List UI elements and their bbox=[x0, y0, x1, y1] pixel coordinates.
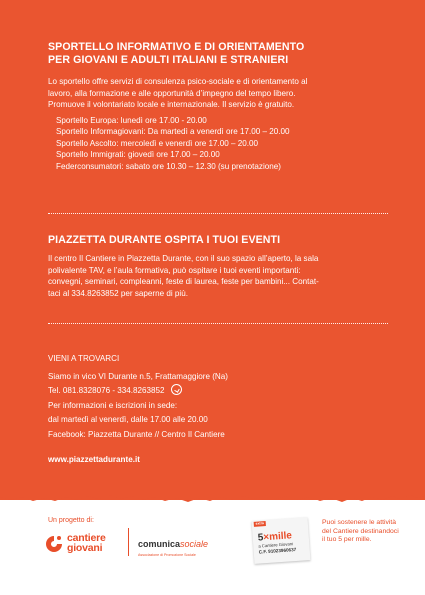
sportello-text-line: Lo sportello offre servizi di consulenza psico-sociale e di orientamento al bbox=[48, 77, 308, 86]
card-cf: C.F. 91023960637 bbox=[258, 546, 297, 555]
cantiere-giovani-logo[interactable] bbox=[44, 529, 124, 557]
piazzetta-text-line: Il centro Il Cantiere in Piazzetta Durante, con il suo spazio all’aperto, la sala bbox=[48, 254, 319, 263]
contact-phone: Tel. 081.8328076 - 334.8263852 bbox=[48, 386, 165, 396]
schedule-item: Federconsumatori: sabato ore 10.30 – 12.30 (su prenotazione) bbox=[56, 161, 281, 171]
dotted-divider bbox=[48, 323, 388, 324]
logo-sociale-text: sociale bbox=[180, 539, 209, 549]
piazzetta-text-line: polivalente TAV, e l’aula formativa, può ospitare i tuoi eventi importanti: bbox=[48, 265, 301, 275]
sportello-text-line: Promuove il volontariato locale e internazionale. Il servizio è gratuito. bbox=[48, 100, 295, 110]
contact-hours: dal martedì al venerdì, dalle 17.00 alle 20.00 bbox=[48, 415, 208, 425]
card-mille: ×mille bbox=[262, 530, 293, 544]
contact-section bbox=[48, 352, 388, 467]
website-link[interactable]: www.piazzettadurante.it bbox=[48, 454, 140, 464]
section-sportello bbox=[48, 41, 388, 172]
schedule-item: Sportello Immigrati: giovedì ore 17.00 – 20.00 bbox=[56, 150, 220, 160]
logo-subtitle: Associazione di Promozione Sociale bbox=[138, 553, 196, 557]
cantiere-swirl-icon bbox=[44, 534, 64, 554]
support-text: Puoi sostenere le attività del Cantiere destinandoci il tuo 5 per mille. bbox=[322, 519, 399, 544]
piazzetta-title: PIAZZETTA DURANTE OSPITA I TUOI EVENTI bbox=[48, 234, 281, 246]
whatsapp-icon bbox=[171, 384, 182, 395]
contact-info: Per informazioni e iscrizioni in sede: bbox=[48, 400, 178, 410]
sportello-text-line: lavoro, alla formazione e alle opportunità d’impegno del tempo libero. bbox=[48, 88, 296, 98]
card-tag: extra bbox=[255, 521, 265, 526]
section-piazzetta bbox=[48, 234, 388, 299]
sportello-title-line1: SPORTELLO INFORMATIVO E DI ORIENTAMENTO bbox=[48, 41, 305, 53]
piazzetta-text-line: taci al 334.8263852 per saperne di più. bbox=[48, 288, 188, 298]
schedule-item: Sportello Informagiovani: Da martedì a venerdì ore 17.00 – 20.00 bbox=[56, 127, 290, 137]
card-line: a Cantiere Giovani bbox=[258, 541, 294, 549]
logo-separator bbox=[128, 528, 129, 556]
comunica-sociale-logo[interactable] bbox=[138, 534, 208, 557]
project-label: Un progetto di: bbox=[48, 517, 94, 524]
schedule-list bbox=[56, 115, 388, 173]
contact-facebook: Facebook: Piazzetta Durante // Centro Il Cantiere bbox=[48, 429, 225, 439]
logo-cantiere-text: cantiere bbox=[67, 532, 106, 544]
schedule-item: Sportello Europa: lunedì ore 17.00 - 20.00 bbox=[56, 115, 207, 125]
sportello-title-line2: PER GIOVANI E ADULTI ITALIANI E STRANIERI bbox=[48, 54, 289, 66]
five-per-mille-card bbox=[252, 517, 311, 564]
contact-address: Siamo in vico VI Durante n.5, Frattamaggiore (Na) bbox=[48, 371, 228, 381]
contact-phone-row bbox=[48, 384, 388, 399]
logo-giovani-text: giovani bbox=[67, 542, 103, 554]
contact-heading: VIENI A TROVARCI bbox=[48, 354, 120, 363]
piazzetta-text-line: convegni, seminari, compleanni, feste di laurea, feste per bambini... Contat- bbox=[48, 277, 319, 287]
schedule-item: Sportello Ascolto: mercoledì e venerdì ore 17.00 – 20.00 bbox=[56, 138, 259, 148]
card-five: 5 bbox=[257, 532, 264, 544]
torn-paper-edge bbox=[0, 486, 425, 508]
logo-comunica-text: comunica bbox=[138, 539, 181, 549]
dotted-divider bbox=[48, 213, 388, 214]
